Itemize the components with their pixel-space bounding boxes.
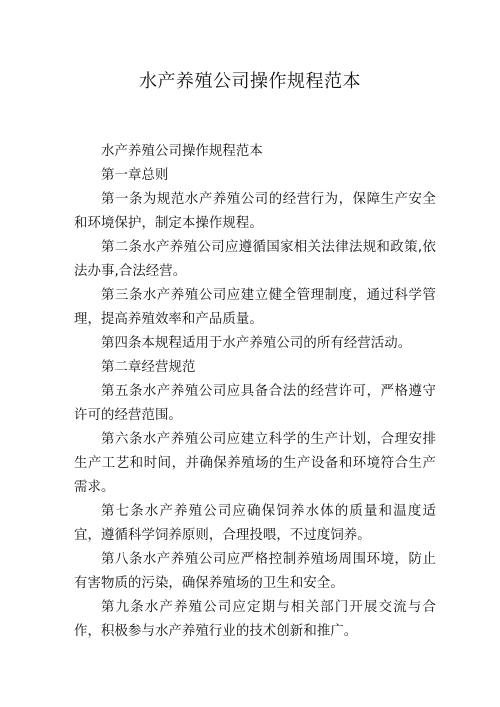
article-1: 第一条为规范水产养殖公司的经营行为，保障生产安全和环境保护，制定本操作规程。 (74, 192, 436, 231)
article-4: 第四条本规程适用于水产养殖公司的所有经营活动。 (101, 336, 412, 351)
chapter-1-heading: 第一章总则 (101, 168, 169, 183)
document-title: 水产养殖公司操作规程范本 (139, 71, 361, 92)
chapter-2-heading: 第二章经营规范 (101, 360, 196, 375)
article-8: 第八条水产养殖公司应严格控制养殖场周围环境，防止有害物质的污染，确保养殖场的卫生和安全。 (74, 552, 436, 591)
article-7: 第七条水产养殖公司应确保饲养水体的质量和温度适宜，遵循科学饲养原则，合理投喂，不过度饲养。 (74, 504, 436, 543)
article-5: 第五条水产养殖公司应具备合法的经营许可，严格遵守许可的经营范围。 (74, 384, 436, 423)
paragraph-heading-repeat: 水产养殖公司操作规程范本 (101, 144, 263, 159)
document-body (74, 140, 436, 644)
article-6: 第六条水产养殖公司应建立科学的生产计划，合理安排生产工艺和时间，并确保养殖场的生产设备和环境符合生产需求。 (74, 432, 436, 495)
article-9: 第九条水产养殖公司应定期与相关部门开展交流与合作，积极参与水产养殖行业的技术创新和推广。 (74, 600, 436, 639)
article-3: 第三条水产养殖公司应建立健全管理制度，通过科学管理，提高养殖效率和产品质量。 (74, 288, 436, 327)
article-2: 第二条水产养殖公司应遵循国家相关法律法规和政策,依法办事,合法经营。 (74, 240, 436, 279)
